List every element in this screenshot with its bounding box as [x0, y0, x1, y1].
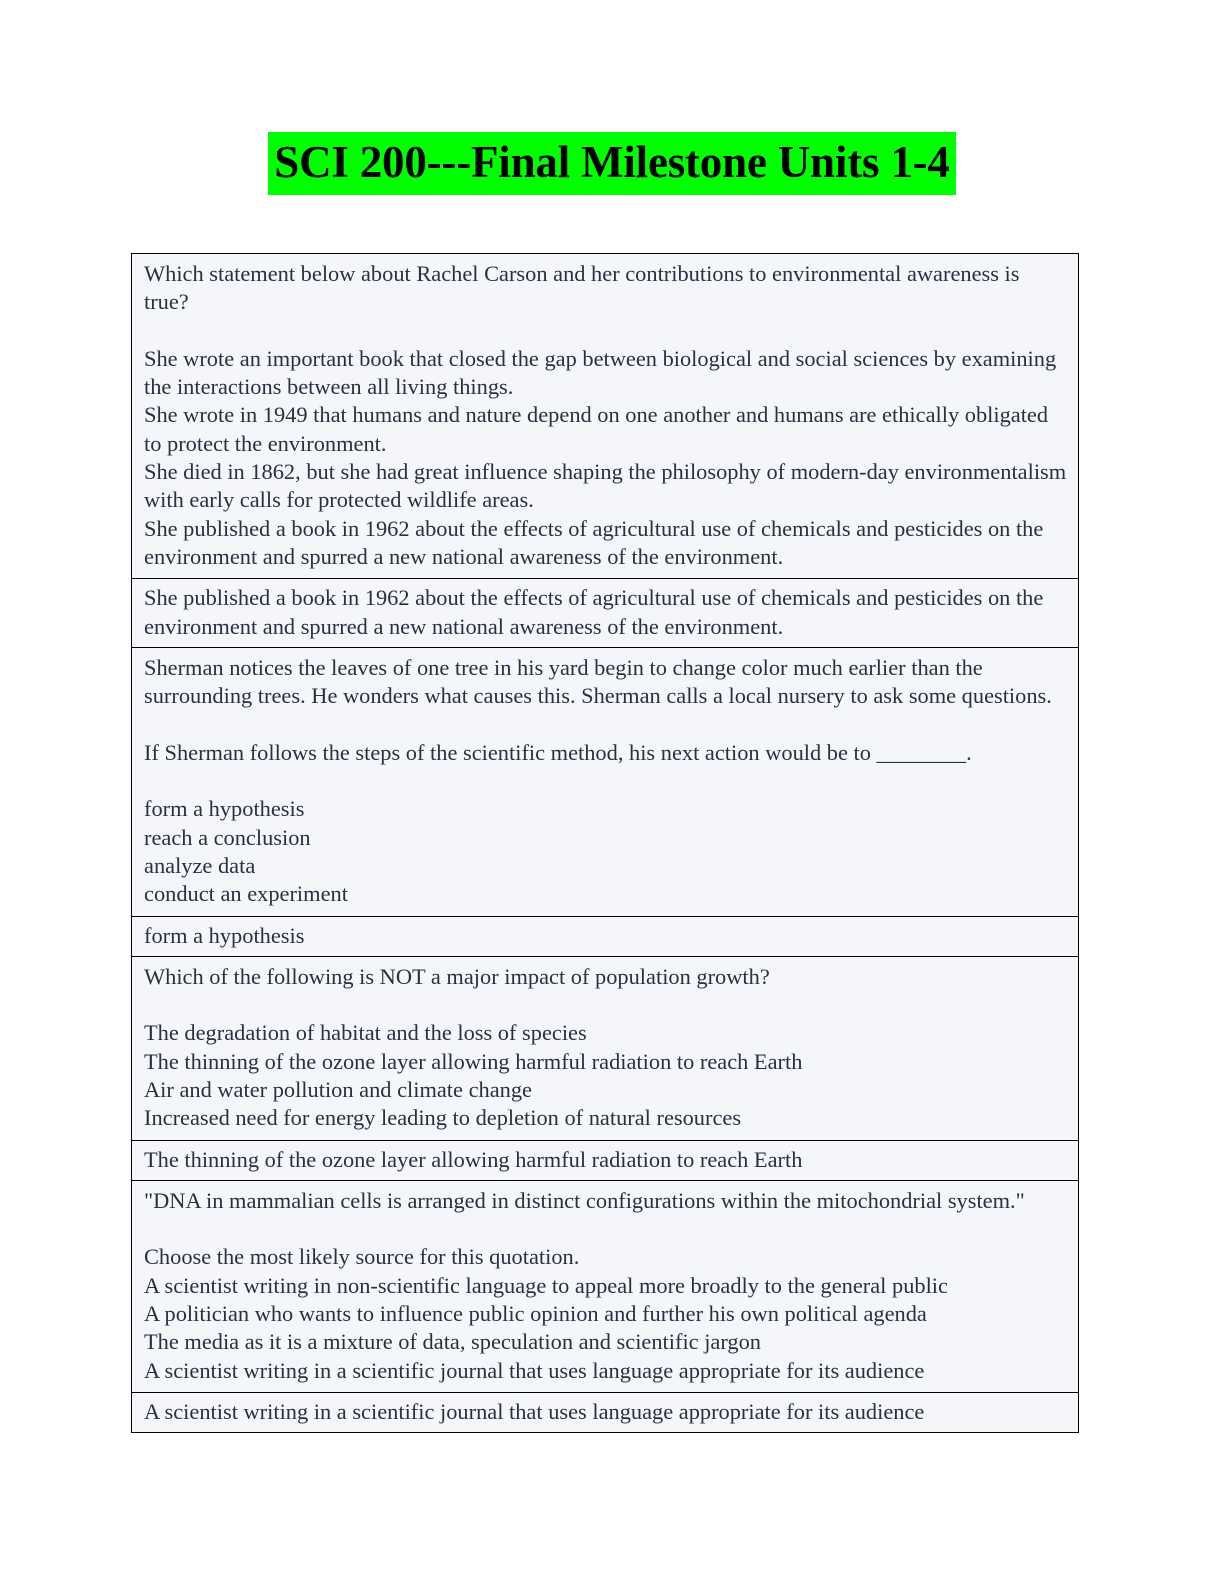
answer-text: A scientist writing in a scientific journal that uses language appropriate for its audience [144, 1399, 925, 1424]
question-text-line: The media as it is a mixture of data, speculation and scientific jargon [144, 1329, 761, 1355]
question-text-line: A scientist writing in non-scientific language to appeal more broadly to the general public [144, 1272, 948, 1298]
table-row [132, 1393, 1079, 1433]
question-text-line: analyze data [144, 852, 256, 878]
answer-cell [132, 1393, 1079, 1433]
table-row [132, 254, 1079, 579]
question-text-line: If Sherman follows the steps of the scientific method, his next action would be to ________. [144, 739, 972, 765]
table-row [132, 648, 1079, 916]
table-row [132, 1140, 1079, 1180]
blank-line [144, 991, 1068, 1019]
question-cell [132, 648, 1079, 916]
answer-text: form a hypothesis [144, 922, 305, 948]
blank-line [144, 711, 1068, 739]
document-title-container [0, 132, 1224, 195]
question-text-line: conduct an experiment [144, 881, 348, 907]
question-text-line: "DNA in mammalian cells is arranged in distinct configurations within the mitochondrial system." [144, 1187, 1025, 1213]
answer-cell [132, 579, 1079, 648]
question-text-line: Which of the following is NOT a major impact of population growth? [144, 963, 770, 989]
question-text-line: Choose the most likely source for this quotation. [144, 1244, 580, 1270]
question-text-line: Increased need for energy leading to depletion of natural resources [144, 1105, 742, 1131]
answer-cell [132, 916, 1079, 956]
question-text-line: reach a conclusion [144, 824, 311, 850]
question-cell [132, 956, 1079, 1140]
question-text-line: Which statement below about Rachel Carson and her contributions to environmental awareness is true? [144, 261, 1026, 315]
question-text-line: form a hypothesis [144, 796, 305, 822]
question-text-line: She wrote in 1949 that humans and nature depend on one another and humans are ethically obligated to protect the environment. [144, 402, 1054, 456]
question-text-line: The degradation of habitat and the loss of species [144, 1020, 587, 1046]
question-text-line: She died in 1862, but she had great influence shaping the philosophy of modern-day environmentalism with early calls for protected wildlife areas. [144, 459, 1072, 513]
answer-text: The thinning of the ozone layer allowing harmful radiation to reach Earth [144, 1146, 803, 1172]
question-cell [132, 1180, 1079, 1392]
question-cell [132, 254, 1079, 579]
table-row [132, 1180, 1079, 1392]
blank-line [144, 1215, 1068, 1243]
question-answer-table [131, 253, 1079, 1433]
question-text-line: Sherman notices the leaves of one tree in his yard begin to change color much earlier than the surrounding trees. He wonders what causes this. Sherman calls a local nursery to ask some questions. [144, 655, 1052, 709]
question-text-line: A politician who wants to influence public opinion and further his own political agenda [144, 1300, 927, 1326]
blank-line [144, 767, 1068, 795]
blank-line [144, 317, 1068, 345]
table-body [132, 254, 1079, 1433]
question-text-line: Air and water pollution and climate change [144, 1076, 532, 1102]
question-text-line: The thinning of the ozone layer allowing harmful radiation to reach Earth [144, 1048, 803, 1074]
answer-cell [132, 1140, 1079, 1180]
table-row [132, 579, 1079, 648]
question-text-line: She wrote an important book that closed the gap between biological and social sciences by examining the interactions between all living things. [144, 345, 1062, 400]
table-row [132, 956, 1079, 1140]
page-title: SCI 200---Final Milestone Units 1-4 [268, 132, 955, 195]
question-text-line: She published a book in 1962 about the effects of agricultural use of chemicals and pesticides on the environment and spurred a new national awareness of the environment. [144, 515, 1049, 570]
answer-text: She published a book in 1962 about the effects of agricultural use of chemicals and pesticides on the environment and spurred a new national awareness of the environment. [144, 585, 1049, 639]
table-row [132, 916, 1079, 956]
question-text-line: A scientist writing in a scientific journal that uses language appropriate for its audience [144, 1357, 925, 1383]
